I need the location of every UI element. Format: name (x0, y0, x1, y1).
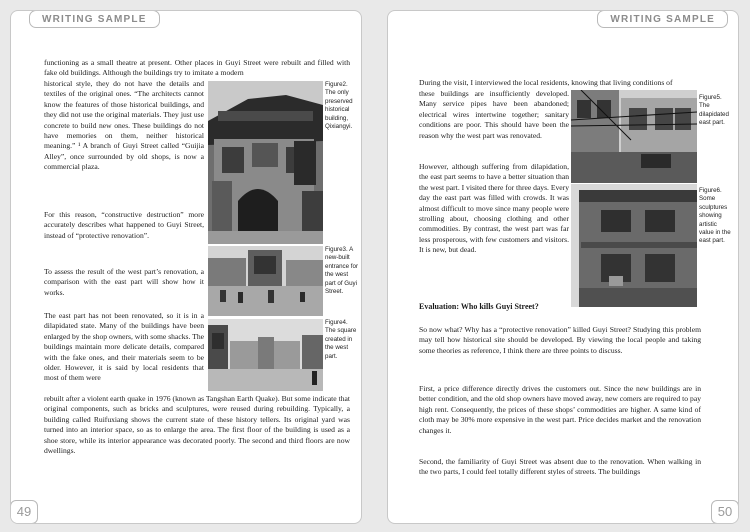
paragraph-east-better: However, although suffering from dilapidation, the east part seems to have a better situation than the west part. I visited there for three days. Every day the east part was filled with crowds. It was almost difficult to move since many people were strolling about, choosing clothing and other commodities. By contrast, the west part was far less prosperous, with few customers and visitors. It is new, but dead. (419, 162, 569, 255)
paragraph-living-conditions: During the visit, I interviewed the local residents, knowing that living conditions of (419, 78, 673, 87)
paragraph-so-now-what: So now what? Why has a “protective renovation” killed Guyi Street? Studying this problem may tell how historical site should be developed. By viewing the local people and taking some theories as reference, I think there are three points to discuss. (419, 325, 701, 355)
page-header-tab: WRITING SAMPLE (597, 10, 728, 28)
photo-qixiangyi-building (208, 81, 323, 244)
paragraph-constructive-destruction: For this reason, “constructive destruction” more accurately describes what happened to Guyi Street, instead of “protective renovation”. (44, 210, 204, 240)
photo-sculptures-east-part (571, 184, 697, 307)
page-number: 50 (711, 500, 739, 524)
paragraph-east-part-continued: rebuilt after a violent earth quake in 1976 (known as Tangshan Earth Quake). But some indicate that original components, such as bricks and sculptures, were reused during rebuilding. Typically, a building called Ruifuxiang shows the current state of these history tellers. Its original yard was turned into an interior space, so as to enlarge the area. The first floor of the building is used as a shoe store, while its interior appearance was decorated poorly. The second and third floors are now dwellings. (44, 394, 350, 456)
left-page (10, 10, 362, 524)
paragraph-intro: functioning as a small theatre at present. Other places in Guyi Street were rebuilt and filled with fake old buildings. Although the buildings try to imitate a modern (44, 58, 350, 78)
photo-west-entrance (208, 246, 323, 316)
photo-west-square (208, 319, 323, 391)
paragraph-comparison: To assess the result of the west part’s renovation, a comparison with the east part will show how it works. (44, 267, 204, 297)
paragraph-east-part: The east part has not been renovated, so it is in a dilapidated state. Many of the buildings have been enlarged by the shop owners, with some shacks. The buildings maintain more delicate details, compared with the fake ones, and their materials seem to be older. However, it is said by local residents that most of them were (44, 311, 204, 383)
paragraph-living-conditions-continued: these buildings are insufficiently developed. Many service pipes have been abandoned; electrical wires intertwine together; sanitary conditions are poor. This should have been the reason why the west part was renovated. (419, 89, 569, 140)
caption-figure6: Figure6. Some sculptures showing artistic value in the east part. (699, 187, 731, 245)
caption-figure4: Figure4. The square created in the west part. (325, 319, 357, 360)
caption-figure5: Figure5. The dilapidated east part. (699, 94, 729, 127)
paragraph-price-difference: First, a price difference directly drives the customers out. Since the new buildings are in better condition, and the old shop owners have moved away, new comers are required to pay high rent. Consequently, the prices of these shops’ commodities are higher. A same kind of cloth may be 30% more expensive in the west part. Price decides market and the renovation changes it. (419, 384, 701, 435)
caption-figure3: Figure3. A new-built entrance for the west part of Guyi Street. (325, 246, 359, 296)
page-number: 49 (10, 500, 38, 524)
section-heading: Evaluation: Who kills Guyi Street? (419, 302, 539, 311)
paragraph-intro-continued: historical style, they do not have the details and textiles of the original ones. “The architects cannot know the features of those historical buildings, and they did not use the original materials. They just use concrete to build new ones. These buildings do not have memories on them, neither historical meaning.” ¹ A branch of Guyi Street called “Guijia Alley”, once surrounded by old shops, is now a commercial plaza. (44, 79, 204, 172)
photo-dilapidated-east-part (571, 90, 697, 183)
page-header-tab: WRITING SAMPLE (29, 10, 160, 28)
caption-figure2: Figure2. The only preserved historical building, Qixiangyi. (325, 81, 353, 131)
right-page (387, 10, 739, 524)
paragraph-familiarity: Second, the familiarity of Guyi Street was absent due to the renovation. When walking in the two parts, I could feel totally different styles of streets. The buildings (419, 457, 701, 477)
